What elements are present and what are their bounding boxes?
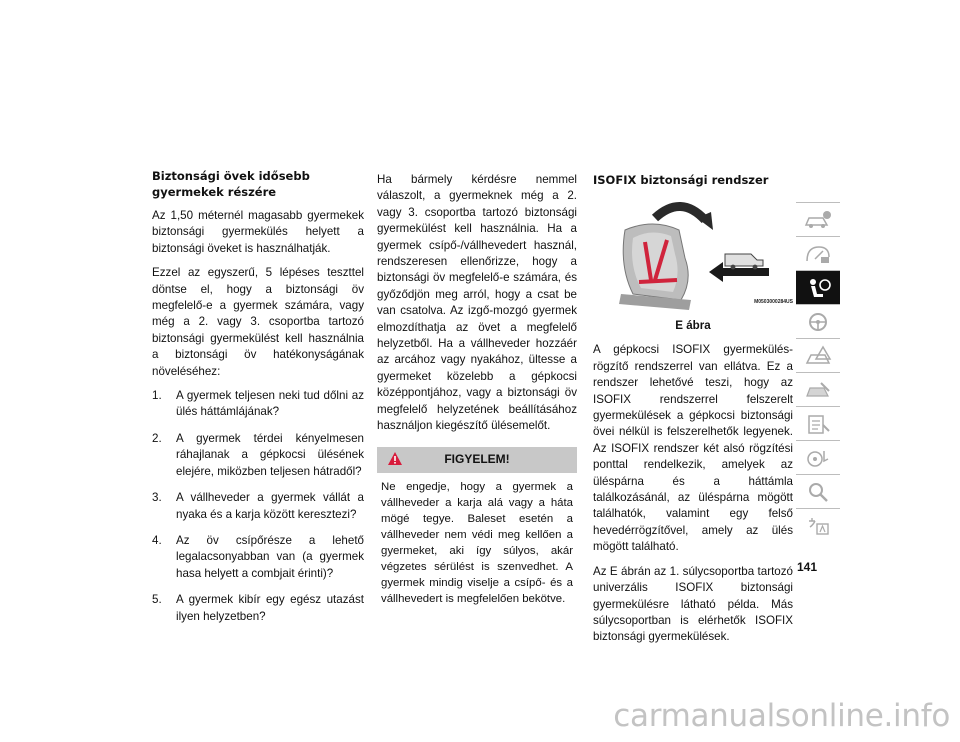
tab-car-info[interactable] [796,202,840,236]
chapter-tabs [796,202,840,542]
warning-title: FIGYELEM! [444,452,510,467]
figure-code: M0503000284US [754,298,793,305]
paragraph: Ezzel az egyszerű, 5 lépéses teszttel döntse el, hogy a biztonsági öv megfelelő-e a gyermek számára, vagy még a 2. vagy 3. csoportba tartozó biztonsági gyermekülést kell használnia a biztonsági öv hatékonyságának növeléséhez: [152,266,364,378]
maintenance-list-icon [803,413,833,435]
paragraph: A gépkocsi ISOFIX gyermekülés-rögzítő rendszerrel van ellátva. Ez a rendszer lehetővé teszi, hogy az ISOFIX rendszerrel felszerelt gyermekülések a gépkocsi biztonsági övei nélkül is felszerelhetők legyenek. Az ISOFIX rendszer két alsó rögzítési ponttal rendelkezik, amelyek az üléspárna és a háttámla találkozásánál, az üléspárna mögött találhatók, valamint egy felső hevedérrögzítővel, amely az ülés mögött található. [593,343,793,554]
section-heading-isofix: ISOFIX biztonsági rendszer [593,173,769,187]
left-column [152,168,364,635]
language-icon [803,515,833,537]
dashboard-icon [803,243,833,265]
list-item: 4. Az öv csípőrésze a lehető legalacsonyabban van (a gyermek hasa helyett a combjait érinti)? [152,533,364,580]
warning-car-icon [803,345,833,367]
list-item: 5. A gyermek kibír egy egész utazást ilyen helyzetben? [152,593,364,623]
tab-dashboard[interactable] [796,236,840,270]
car-service-icon [803,379,833,401]
list-item: 1. A gyermek teljesen neki tud dőlni az ülés háttámlájának? [152,389,364,419]
safety-airbag-icon [803,276,833,300]
list-item: 2. A gyermek térdei kényelmesen ráhajlanak a gépkocsi ülésének elejére, miközben teljesen hátradől? [152,431,364,478]
tab-safety[interactable] [796,270,840,304]
figure-caption: E ábra [675,319,711,332]
paragraph: Az 1,50 méternél magasabb gyermekek biztonsági gyermekülés helyett a biztonsági öveket is használhatják. [152,209,364,255]
page-number: 141 [797,560,818,574]
paragraph: Ha bármely kérdésre nemmel válaszolt, a gyermeknek még a 2. vagy 3. csoportba tartozó biztonsági gyermekülést kell használnia. Ha a gyermek csípő-/vállhevedert használ, rendszeresen ellenőrizze, hogy a biztonsági öv megfelelő-e számára, és győződjön meg arról, hogy a csat be van csatolva. Az izgő-mozgó gyermek elmozdíthatja az övet a megfelelő helyzetből. Ha a vállheveder hozzáér az arcához vagy nyakához, ültesse a gyermeket közelebb a gépkocsi középpontjához, vagy a biztonsági öv megfelelő helyzetének beállításához használjon kiegészítő ülésemelőt. [377,173,577,433]
isofix-child-seat-figure [593,196,793,314]
tab-emergency[interactable] [796,338,840,372]
multimedia-icon [803,447,833,469]
middle-column [377,172,577,607]
tab-starting-driving[interactable] [796,304,840,338]
search-index-icon [803,481,833,503]
warning-header [377,447,577,473]
paragraph: Az E ábrán az 1. súlycsoportba tartozó univerzális ISOFIX biztonsági gyermekülésre látható példa. Más súlycsoportban is elérhetők ISOFIX biztonsági gyermekülések. [593,564,793,644]
tab-multimedia[interactable] [796,440,840,474]
tab-language[interactable] [796,508,840,542]
section-heading-child-belts: Biztonsági övek idősebb gyermekek részére [152,169,310,199]
tab-index[interactable] [796,474,840,508]
tab-service[interactable] [796,372,840,406]
tab-technical[interactable] [796,406,840,440]
car-info-icon [803,209,833,231]
steering-wheel-icon [803,311,833,333]
warning-triangle-icon [387,451,403,470]
list-item: 3. A vállheveder a gyermek vállát a nyaka és a karja között keresztezi? [152,491,364,521]
warning-text: Ne engedje, hogy a gyermek a vállheveder a karja alá vagy a háta mögé tegye. Baleset esetén a vállheveder nem védi meg kellően a gyermeket, aki így súlyos, akár végzetes sérülést is szenvedhet. A gyermek mindig viselje a csípő- és a vállhevedert is megfelelően bekötve. [381,480,573,605]
right-column [593,172,793,654]
watermark[interactable]: carmanualsonline.info [613,698,950,734]
test-steps-list [152,388,364,625]
